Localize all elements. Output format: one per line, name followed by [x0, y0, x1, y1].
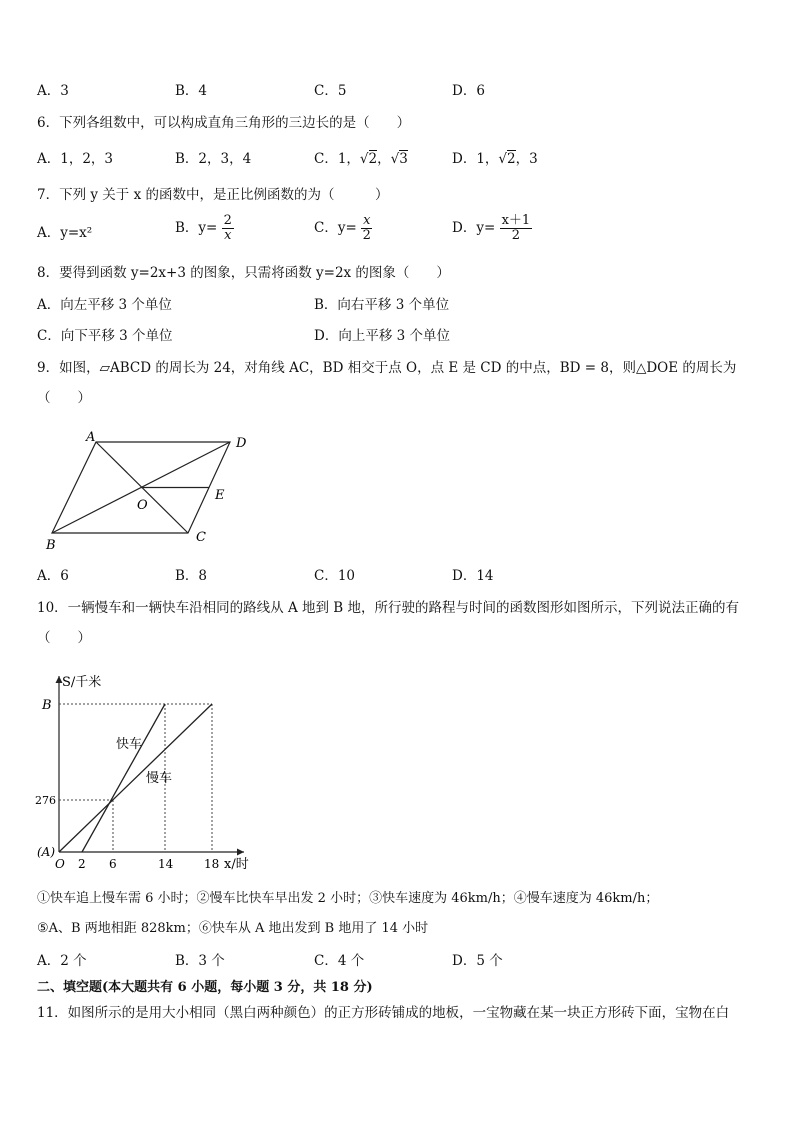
- slow-car-line: [59, 704, 212, 852]
- q7-options: [37, 213, 774, 256]
- q10-statements-line1: ①快车追上慢车需 6 小时；②慢车比快车早出发 2 小时；③快车速度为 46km/h；④慢车速度为 46km/h；: [37, 891, 659, 906]
- q9-stem-paren: （ ）: [37, 390, 91, 406]
- q7-option-b: [175, 214, 234, 243]
- q8-option-a: A．向左平移 3 个单位: [37, 297, 172, 313]
- q6-option-b: B．2，3，4: [175, 151, 252, 167]
- q5-option-c: C．5: [314, 83, 347, 99]
- q6-stem: 6．下列各组数中，可以构成直角三角形的三边长的是（ ）: [37, 115, 411, 131]
- q9-option-b: B．8: [175, 568, 208, 584]
- q9-option-d: D．14: [452, 568, 494, 584]
- x-tick-6: 6: [109, 857, 117, 871]
- label-a: A: [86, 430, 96, 445]
- q5-option-b: B．4: [175, 83, 208, 99]
- q5-option-a: A．3: [37, 83, 69, 99]
- q10-option-b: B．3 个: [175, 953, 225, 969]
- q8-option-b: B．向右平移 3 个单位: [314, 297, 450, 313]
- q7-b-prefix: B．y=: [175, 220, 218, 236]
- x-axis-label: x/时: [224, 857, 249, 872]
- origin-a-label: (A): [37, 845, 56, 859]
- q11-stem: 11．如图所示的是用大小相同（黑白两种颜色）的正方形砖铺成的地板，一宝物藏在某一块正方形砖下面，宝物在白: [37, 1005, 730, 1021]
- q7-d-prefix: D．y=: [452, 220, 496, 236]
- label-o: O: [137, 498, 148, 513]
- q6-d-prefix: D．1，: [452, 151, 499, 167]
- fraction-denominator: x: [224, 228, 232, 243]
- sqrt-symbol: √: [359, 151, 369, 167]
- q10-option-c: C．4 个: [314, 953, 365, 969]
- q9-option-c: C．10: [314, 568, 356, 584]
- fraction-numerator: x: [363, 213, 371, 228]
- q9-stem: 9．如图，▱ABCD 的周长为 24，对角线 AC，BD 相交于点 O，点 E 是 CD 的中点，BD = 8，则△DOE 的周长为: [37, 360, 737, 376]
- q5-option-d: D．6: [452, 83, 485, 99]
- x-tick-18: 18: [204, 857, 220, 871]
- q8-stem: 8．要得到函数 y=2x+3 的图象，只需将函数 y=2x 的图象（ ）: [37, 265, 450, 281]
- q6-c-sqrt2: 3: [399, 151, 408, 167]
- distance-time-graph: [34, 668, 264, 878]
- q10-stem-paren: （ ）: [37, 630, 91, 646]
- q6-option-d: [452, 149, 538, 169]
- q6-d-sqrt: 2: [507, 151, 516, 167]
- x-tick-2: 2: [78, 857, 86, 871]
- y-tick-276: 276: [35, 794, 56, 807]
- label-b: B: [46, 538, 56, 553]
- sqrt-symbol: √: [390, 151, 400, 167]
- label-d: D: [236, 436, 247, 451]
- q10-option-d: D．5 个: [452, 953, 503, 969]
- slow-car-label: 慢车: [146, 771, 173, 786]
- q6-c-mid: ，: [377, 151, 391, 167]
- y-label-b: B: [42, 698, 52, 713]
- q6-d-suffix: ，3: [515, 151, 538, 167]
- q7-c-prefix: C．y=: [314, 220, 357, 236]
- label-c: C: [196, 530, 206, 545]
- x-tick-14: 14: [158, 857, 174, 871]
- q10-option-a: A．2 个: [37, 953, 87, 969]
- sqrt-symbol: √: [498, 151, 508, 167]
- q7-d-fraction: [500, 214, 533, 243]
- q7-option-a: A．y=x²: [37, 225, 93, 241]
- label-e: E: [215, 488, 225, 503]
- origin-o-label: O: [55, 857, 65, 871]
- q6-option-c: [314, 149, 408, 169]
- q7-option-d: [452, 214, 532, 243]
- fraction-denominator: 2: [511, 228, 520, 243]
- fraction-denominator: 2: [362, 228, 371, 243]
- q8-option-c: C．向下平移 3 个单位: [37, 328, 173, 344]
- q6-c-sqrt1: 2: [368, 151, 378, 167]
- q8-option-d: D．向上平移 3 个单位: [314, 328, 450, 344]
- q6-c-prefix: C．1，: [314, 151, 360, 167]
- section2-title: 二、填空题(本大题共有 6 小题，每小题 3 分，共 18 分): [37, 980, 373, 995]
- fast-car-label: 快车: [116, 737, 143, 752]
- y-axis-label: S/千米: [62, 675, 102, 690]
- q7-b-fraction: [222, 214, 234, 243]
- q9-option-a: A．6: [37, 568, 69, 584]
- q7-option-c: [314, 214, 372, 243]
- q7-c-fraction: [361, 214, 372, 243]
- fraction-numerator: 2: [223, 213, 232, 228]
- fraction-numerator: x＋1: [501, 213, 531, 228]
- parallelogram-figure: [40, 425, 270, 555]
- q6-option-a: A．1，2，3: [37, 151, 114, 167]
- q10-stem: 10．一辆慢车和一辆快车沿相同的路线从 A 地到 B 地，所行驶的路程与时间的函数图形如图所示，下列说法正确的有: [37, 600, 740, 616]
- q7-stem: 7．下列 y 关于 x 的函数中，是正比例函数的为（ ）: [37, 187, 389, 203]
- q10-statements-line2: ⑤A、B 两地相距 828km；⑥快车从 A 地出发到 B 地用了 14 小时: [37, 921, 429, 936]
